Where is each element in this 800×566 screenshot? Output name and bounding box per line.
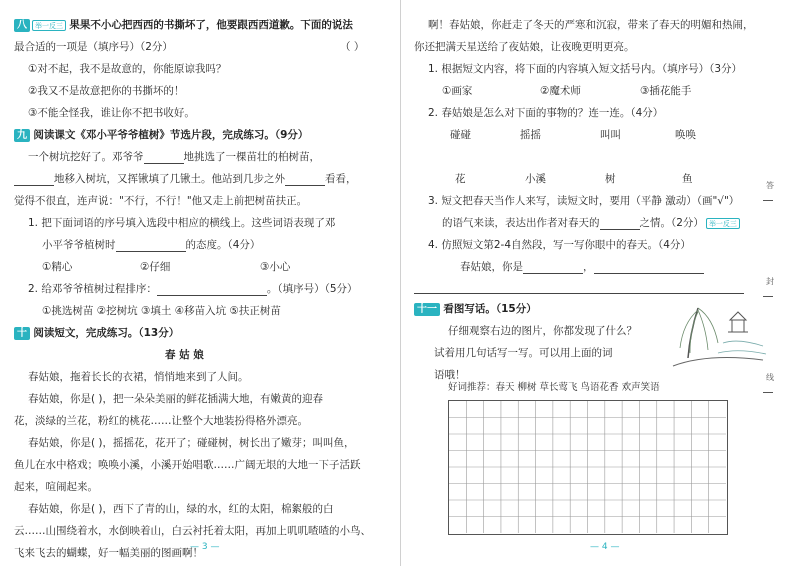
q9-sub1-blank[interactable] (116, 241, 186, 252)
q10-sub4-line2 (414, 280, 744, 294)
q10-opt-1: ①画家 (442, 85, 473, 97)
q10-sub4-line (460, 260, 704, 274)
q9-blank-3[interactable] (285, 175, 325, 186)
q8-option-3: ③不能全怪我，谁让你不把书收好。 (28, 107, 195, 119)
q8-answer-paren[interactable]: （ ） (340, 41, 365, 53)
q9-passage-2a: 地移入树坑，又挥锹填了几锹土。他站到几步之外 (54, 173, 285, 185)
q8-stem: 果果不小心把西西的书撕坏了，他要跟西西道歉。下面的说法 (69, 19, 353, 31)
q8-option-1: ①对不起，我不是故意的，你能原谅我吗？ (28, 63, 227, 75)
q10-sub3-line2 (442, 216, 740, 230)
binding-char-1: 答 (766, 181, 774, 190)
story-cont-1: 啊！春姑娘，你赶走了冬天的严寒和沉寂，带来了春天的明媚和热闹， (428, 19, 754, 31)
q9-title: 阅读课文《邓小平爷爷植树》节选片段，完成练习。（9分） (33, 129, 309, 141)
q10-sub4-blank-2[interactable] (594, 263, 704, 274)
q10-sub3-b: 的语气来读，表达出作者对春天的 (442, 217, 600, 229)
q10-sub2: 2. 春姑娘是怎么对下面的事物的？连一连。（4分） (428, 107, 664, 119)
q10-sub3-blank[interactable] (600, 219, 640, 230)
story-line-7: 春姑娘，你是( )，西下了青的山，绿的水，红的太阳，棉絮般的白 (28, 503, 334, 515)
binding-char-2: 封 (766, 277, 774, 286)
noun-4[interactable]: 鱼 (682, 173, 693, 185)
q8-option-2: ②我又不是故意把你的书撕坏的！ (28, 85, 185, 97)
story-line-5: 鱼儿在水中格戏；唤唤小溪，小溪开始唱歌……广阔无垠的大地一下子活跃 (14, 459, 361, 471)
writing-grid-lines (449, 401, 726, 533)
noun-3[interactable]: 树 (605, 173, 616, 185)
q10-sub3-tag: 举一反三 (706, 218, 740, 229)
story-line-8: 云……山围绕着水，水倒映着山，白云衬托着太阳，再加上叽叽喳喳的小鸟、 (14, 525, 371, 537)
q10-number: 十 (14, 327, 30, 340)
noun-2[interactable]: 小溪 (525, 173, 546, 185)
binding-tick-1 (763, 200, 773, 201)
q9-sub2-b: 。（填序号）（5分） (266, 283, 358, 295)
q9-word-1: ①精心 (42, 261, 73, 273)
q10-sub4-blank-3[interactable] (414, 283, 744, 294)
q9-sub2-a: 2. 给邓爷爷植树过程排序： (28, 283, 157, 295)
story-line-4: 春姑娘，你是( )，摇摇花，花开了；碰碰树，树长出了嫩芽；叫叫鱼， (28, 437, 355, 449)
q8-stem-2: 最合适的一项是（填序号）（2分） (14, 41, 173, 53)
spring-scene-illustration (668, 298, 768, 368)
willow-pavilion-icon (668, 298, 768, 368)
q9-sub1-c: 的态度。（4分） (185, 239, 261, 251)
q9-sub1-line2 (42, 238, 260, 252)
q9-passage-1 (28, 150, 320, 164)
q9-passage-3: 觉得不很直，连声说："不行，不行！"他又走上前把树苗扶正。 (14, 195, 308, 207)
q9-sub2 (28, 282, 358, 296)
verb-3[interactable]: 叫叫 (600, 129, 621, 141)
q9-blank-2[interactable] (14, 175, 54, 186)
verb-2[interactable]: 摇摇 (520, 129, 541, 141)
story-title: 春 姑 娘 (165, 349, 204, 361)
q10-opt-2: ②魔术师 (540, 85, 581, 97)
story-line-2: 春姑娘，你是( )，把一朵朵美丽的鲜花插满大地，有嫩黄的迎春 (28, 393, 324, 405)
q10-opt-3: ③插花能手 (640, 85, 692, 97)
story-line-6: 起来，喧闹起来。 (14, 481, 98, 493)
q9-sub2-blank[interactable] (157, 285, 267, 296)
story-line-9: 飞来飞去的蝴蝶，好一幅美丽的图画啊！ (14, 547, 203, 559)
story-line-1: 春姑娘，拖着长长的衣裙，悄悄地来到了人间。 (28, 371, 249, 383)
q9-number: 九 (14, 129, 30, 142)
q9-passage-1a: 一个树坑挖好了。邓爷爷 (28, 151, 144, 163)
q11-number: 十一 (414, 303, 440, 316)
left-page-number: — 3 — (190, 542, 220, 552)
verb-4[interactable]: 唤唤 (675, 129, 696, 141)
q10-sub1: 1. 根据短文内容，将下面的内容填入短文括号内。（填序号）（3分） (428, 63, 743, 75)
q10-sub4-blank-1[interactable] (523, 263, 583, 274)
q10-sub3-c: 之情。（2分） (639, 217, 704, 229)
q11-title: 看图写话。（15分） (443, 303, 537, 315)
verb-1[interactable]: 碰碰 (450, 129, 471, 141)
q11-header (414, 302, 537, 316)
q11-text-3: 语哦！ (434, 369, 466, 381)
q11-word-bank: 好词推荐：春天 柳树 草长莺飞 鸟语花香 欢声笑语 (448, 382, 660, 393)
binding-char-3: 线 (766, 373, 774, 382)
q9-passage-2 (14, 172, 357, 186)
q10-header (14, 326, 179, 340)
right-page-number: — 4 — (590, 542, 620, 552)
binding-tick-3 (763, 392, 773, 393)
q10-title: 阅读短文，完成练习。（13分） (33, 327, 180, 339)
q9-word-3: ③小心 (260, 261, 291, 273)
q9-blank-1[interactable] (144, 153, 184, 164)
q9-sub1: 1. 把下面词语的序号填入选段中相应的横线上。这些词语表现了邓 (28, 217, 336, 229)
noun-1[interactable]: 花 (455, 173, 466, 185)
q10-sub3: 3. 短文把春天当作人来写，读短文时，要用（平静 激动）（画"√"） (428, 195, 740, 207)
q9-header (14, 128, 308, 142)
q8-number: 八 (14, 19, 30, 32)
q9-word-2: ②仔细 (140, 261, 171, 273)
story-line-3: 花，淡绿的兰花，粉红的桃花……让整个大地装扮得格外漂亮。 (14, 415, 308, 427)
q10-sub4-a: 春姑娘，你是 (460, 261, 523, 273)
q8-header (14, 18, 353, 32)
q10-sub4: 4. 仿照短文第2-4自然段，写一写你眼中的春天。（4分） (428, 239, 691, 251)
q8-tag: 举一反三 (32, 20, 66, 31)
q9-passage-2b: 看看， (325, 173, 357, 185)
story-cont-2: 你还把满天星送给了夜姑娘，让夜晚更明更亮。 (414, 41, 635, 53)
binding-tick-2 (763, 296, 773, 297)
q10-sub4-b: ， (583, 261, 594, 273)
q11-text-1: 仔细观察右边的图片，你都发现了什么？ (448, 325, 637, 337)
q9-steps: ①挑选树苗 ②挖树坑 ③填土 ④移苗入坑 ⑤扶正树苗 (42, 305, 281, 317)
q9-sub1-b: 小平爷爷植树时 (42, 239, 116, 251)
q11-text-2: 试着用几句话写一写。可以用上面的词 (434, 347, 613, 359)
writing-grid[interactable] (448, 400, 728, 535)
q9-passage-1b: 地挑选了一棵苗壮的柏树苗， (183, 151, 320, 163)
